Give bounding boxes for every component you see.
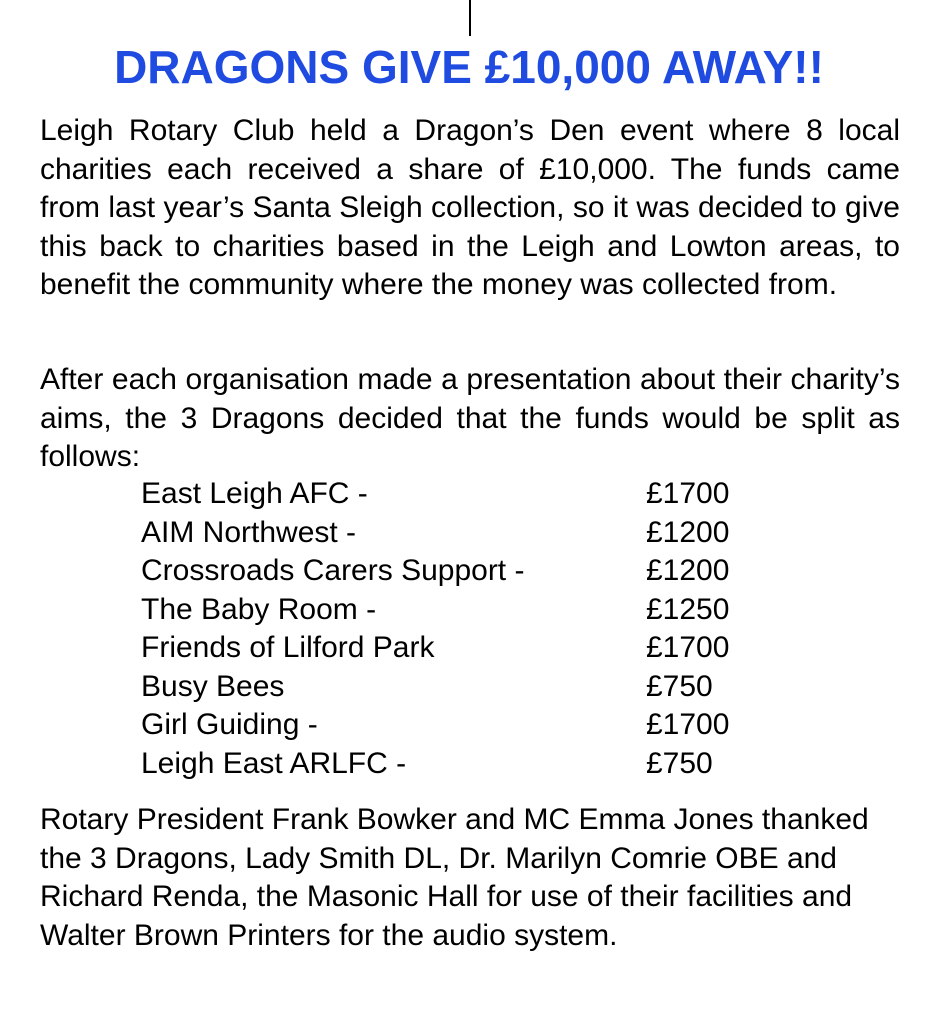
charity-amount: £1250 bbox=[646, 592, 730, 626]
allocation-row bbox=[141, 668, 841, 707]
allocation-row bbox=[141, 591, 841, 630]
allocation-row bbox=[141, 745, 841, 784]
charity-name: Leigh East ARLFC - bbox=[141, 746, 407, 780]
charity-name: Friends of Lilford Park bbox=[141, 631, 435, 664]
charity-amount: £1700 bbox=[646, 708, 730, 741]
allocation-row bbox=[141, 514, 841, 553]
charity-name: Girl Guiding - bbox=[141, 708, 318, 741]
headline: DRAGONS GIVE £10,000 AWAY!! bbox=[114, 41, 824, 93]
allocation-row bbox=[141, 552, 841, 591]
charity-name: Crossroads Carers Support - bbox=[141, 554, 525, 587]
charity-amount: £1700 bbox=[646, 631, 730, 664]
charity-name: The Baby Room - bbox=[141, 592, 377, 626]
allocation-list bbox=[141, 475, 841, 783]
text-cursor-line bbox=[469, 0, 471, 36]
charity-name: East Leigh AFC - bbox=[141, 477, 368, 510]
charity-amount: £1200 bbox=[646, 515, 730, 549]
allocation-row bbox=[141, 629, 841, 668]
thanks-paragraph: Rotary President Frank Bowker and MC Emma Jones thanked the 3 Dragons, Lady Smith DL, Dr. Marilyn Comrie OBE and Richard Renda, the Masonic Hall for use of their facilities and Walter Brown Printers for the audio system. bbox=[40, 803, 869, 952]
charity-amount: £1700 bbox=[646, 477, 730, 510]
charity-name: Busy Bees bbox=[141, 669, 285, 703]
charity-amount: £1200 bbox=[646, 554, 730, 587]
allocation-row bbox=[141, 706, 841, 745]
charity-amount: £750 bbox=[646, 746, 713, 780]
charity-amount: £750 bbox=[646, 669, 713, 703]
split-intro-paragraph: After each organisation made a presentation about their charity’s aims, the 3 Dragons decided that the funds would be split as follows: bbox=[40, 363, 900, 473]
charity-name: AIM Northwest - bbox=[141, 515, 357, 549]
intro-paragraph: Leigh Rotary Club held a Dragon’s Den event where 8 local charities each received a share of £10,000. The funds came from last year’s Santa Sleigh collection, so it was decided to give this back to charities based in the Leigh and Lowton areas, to benefit the community where the money was collected from. bbox=[40, 114, 900, 301]
allocation-row bbox=[141, 475, 841, 514]
